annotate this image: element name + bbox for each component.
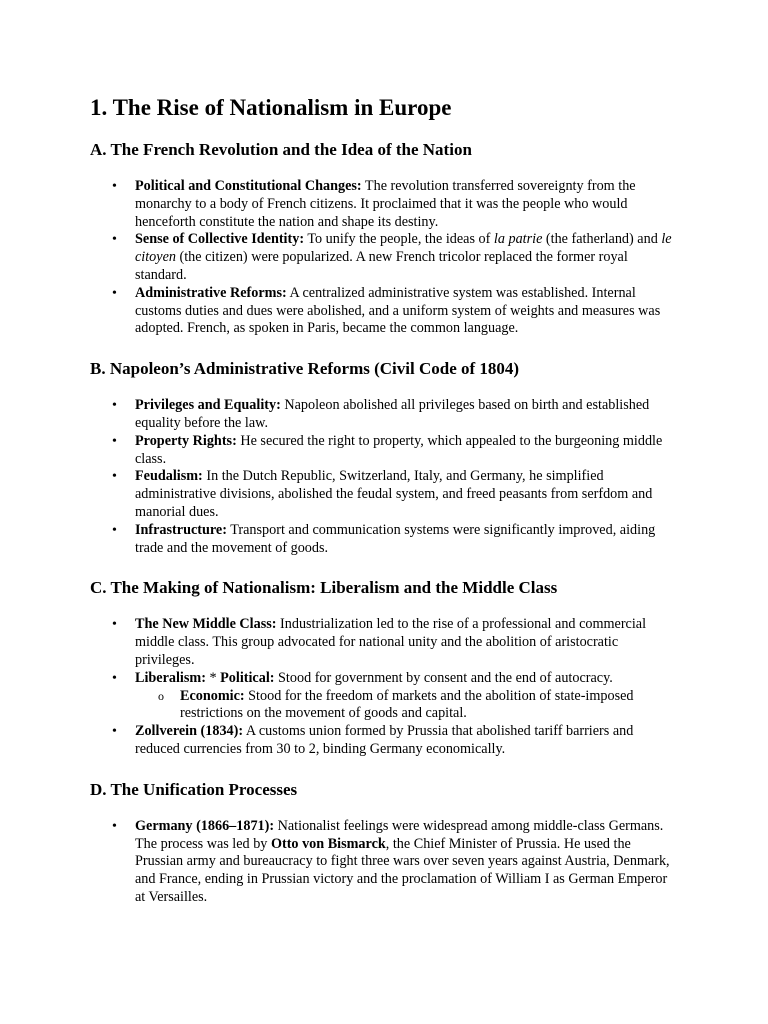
item-text: Transport and communication systems were significantly improved, aiding trade and the movement of goods. — [135, 521, 656, 556]
item-term: Germany (1866–1871): — [135, 817, 275, 834]
item-italic: la patrie — [493, 231, 543, 248]
item-term: Feudalism: — [135, 468, 203, 485]
list-item — [90, 285, 680, 338]
list-item — [90, 397, 680, 433]
sub-list — [135, 688, 680, 724]
section-napoleon-reforms — [90, 359, 680, 557]
item-text: To unify the people, the ideas of — [304, 231, 494, 248]
item-text: Stood for the freedom of markets and the abolition of state-imposed restrictions on the movement of goods and capital. — [180, 687, 634, 722]
item-term: Liberalism: — [135, 669, 206, 686]
item-text: (the fatherland) and — [542, 231, 662, 248]
item-term: Property Rights: — [135, 432, 237, 449]
item-text: * — [205, 669, 221, 686]
list-item — [90, 818, 680, 907]
page-title: 1. The Rise of Nationalism in Europe — [90, 95, 452, 120]
item-term: Infrastructure: — [135, 521, 227, 538]
item-text: Nationalist feelings were widespread among middle-class Germans. The process was led by — [135, 817, 664, 852]
item-text: Napoleon abolished all privileges based on birth and established equality before the law. — [135, 397, 650, 431]
list-item — [90, 468, 680, 521]
item-text: A centralized administrative system was established. Internal customs duties and dues were abolished, and a uniform system of weights and measures was adopted. French, as spoken in Paris, became the common language. — [135, 284, 661, 337]
bullet-list — [90, 818, 680, 907]
item-term: Political and Constitutional Changes: — [135, 178, 362, 194]
section-liberalism — [90, 578, 680, 758]
item-term: Privileges and Equality: — [135, 397, 281, 414]
list-item — [90, 433, 680, 469]
section-heading: A. The French Revolution and the Idea of the Nation — [90, 140, 472, 159]
item-text: (the citizen) were popularized. A new French tricolor replaced the former royal standard. — [135, 249, 628, 283]
document-page — [90, 94, 680, 928]
list-item — [90, 522, 680, 558]
item-term: Sense of Collective Identity: — [135, 231, 305, 248]
section-heading: D. The Unification Processes — [90, 779, 298, 799]
item-text: , the Chief Minister of Prussia. He used the Prussian army and bureaucracy to fight three wars over seven years against Austria, Denmark, and France, ending in Prussian victory and the proclamation of William I as German Emperor at Versailles. — [135, 835, 670, 905]
item-italic: le citoyen — [135, 231, 672, 266]
list-item — [90, 670, 680, 723]
list-item — [90, 616, 680, 669]
item-text: He secured the right to property, which appealed to the burgeoning middle class. — [135, 432, 663, 467]
item-text: Stood for government by consent and the end of autocracy. — [274, 669, 613, 686]
item-term: Zollverein (1834): — [135, 723, 244, 740]
section-heading: C. The Making of Nationalism: Liberalism and the Middle Class — [90, 578, 558, 598]
list-item — [90, 231, 680, 284]
section-french-revolution — [90, 140, 680, 338]
section-unification — [90, 780, 680, 907]
item-text: In the Dutch Republic, Switzerland, Italy, and Germany, he simplified administrative divisions, abolished the feudal system, and freed peasants from serfdom and manorial dues. — [135, 468, 653, 520]
bullet-list — [90, 397, 680, 557]
item-bold: Otto von Bismarck — [270, 835, 386, 852]
item-text: The revolution transferred sovereignty from the monarchy to a body of French citizens. It proclaimed that it was the people who would henceforth constitute the nation and shape its destiny. — [135, 178, 636, 230]
item-term: Political: — [220, 669, 275, 686]
item-term: Administrative Reforms: — [135, 284, 287, 301]
bullet-list — [90, 616, 680, 758]
list-item — [90, 178, 680, 231]
bullet-list — [90, 178, 680, 338]
list-item — [90, 723, 680, 759]
item-term: The New Middle Class: — [135, 616, 277, 633]
sub-list-item — [135, 688, 680, 724]
item-text: A customs union formed by Prussia that abolished tariff barriers and reduced currencies from 30 to 2, binding Germany economically. — [135, 723, 634, 757]
item-term: Economic: — [180, 687, 245, 704]
item-text: Industrialization led to the rise of a professional and commercial middle class. This group advocated for national unity and the abolition of aristocratic privileges. — [135, 616, 647, 668]
section-heading: B. Napoleon’s Administrative Reforms (Civil Code of 1804) — [90, 359, 520, 379]
